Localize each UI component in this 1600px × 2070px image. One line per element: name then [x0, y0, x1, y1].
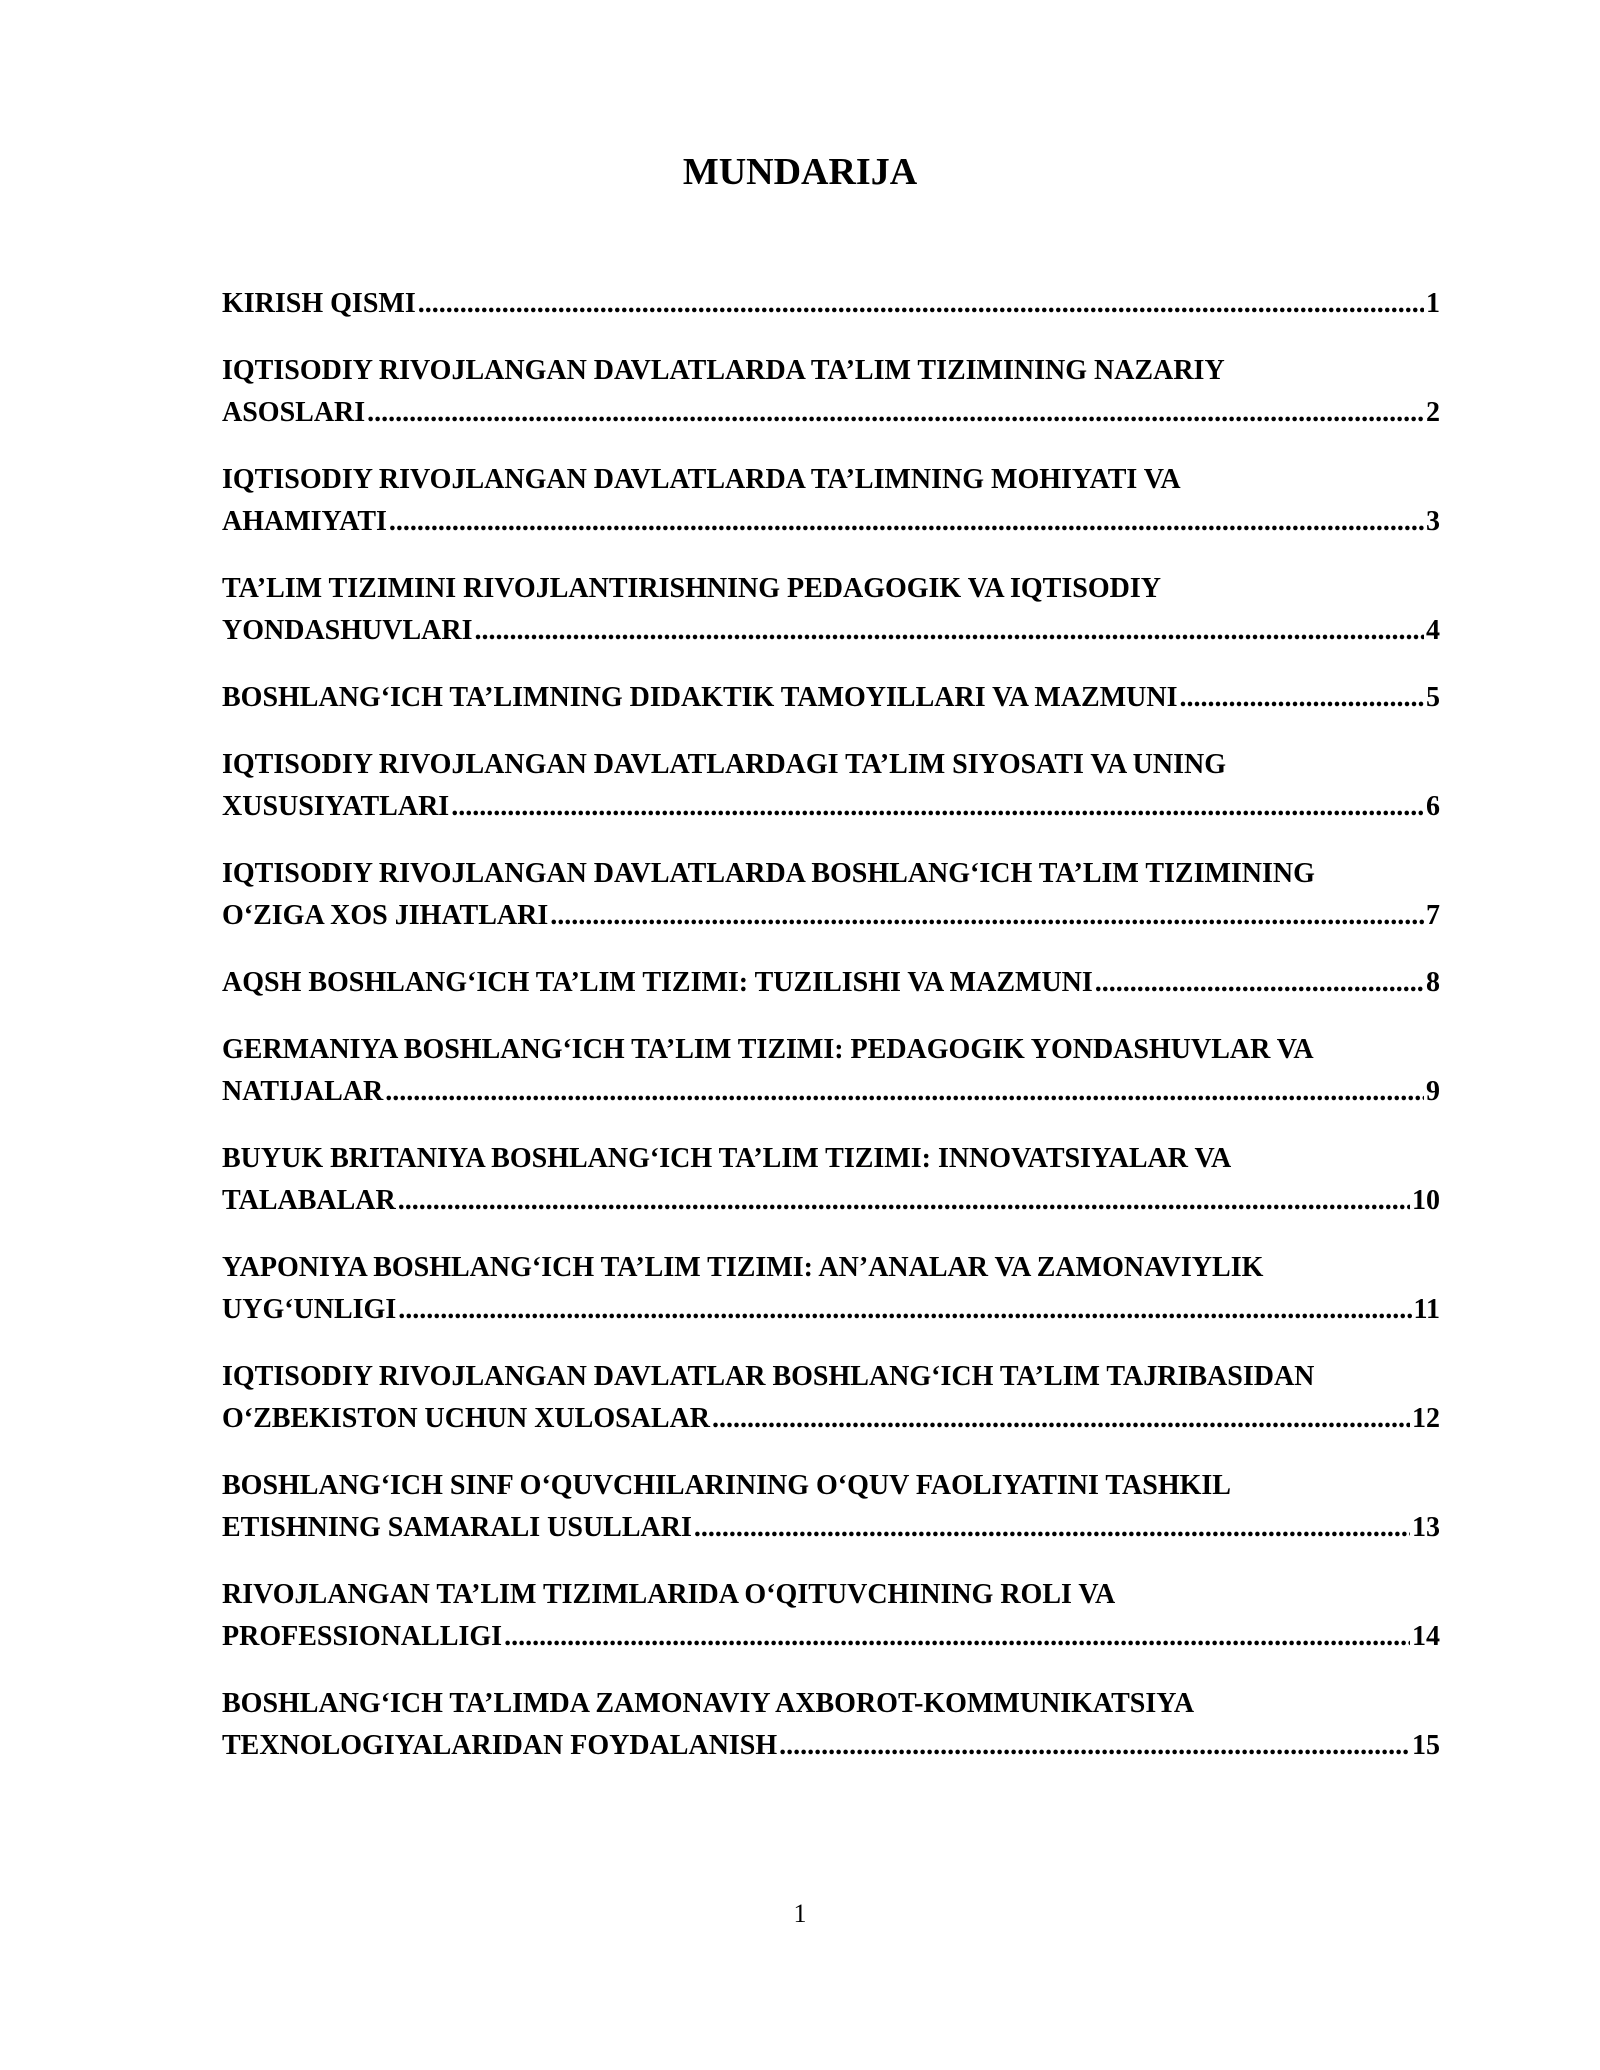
toc-entry-leader-line — [222, 1616, 1440, 1658]
toc-entry-leader-line — [222, 610, 1440, 652]
toc-entry-page-number: 4 — [1426, 615, 1440, 646]
toc-entry-leader-line — [222, 1180, 1440, 1222]
toc-entry-title-line1: BOSHLANG‘ICH TA’LIMDA ZAMONAVIY AXBOROT-KOMMUNIKATSIYA — [222, 1688, 1195, 1719]
toc-dot-leader — [504, 1616, 1410, 1658]
toc-entry-title-line1: IQTISODIY RIVOJLANGAN DAVLATLARDAGI TA’LIM SIYOSATI VA UNING — [222, 749, 1227, 780]
toc-entry-page-number: 9 — [1426, 1076, 1440, 1107]
toc-dot-leader — [367, 392, 1424, 434]
toc-entry-title-line2: O‘ZBEKISTON UCHUN XULOSALAR — [222, 1403, 711, 1434]
toc-entry-title-line2: XUSUSIYATLARI — [222, 791, 450, 822]
toc-entry-page-number: 10 — [1412, 1185, 1440, 1216]
toc-entry-page-number: 14 — [1412, 1621, 1440, 1652]
toc-entry[interactable] — [222, 962, 1455, 1004]
toc-entry-leader-line — [222, 392, 1440, 434]
toc-entry[interactable] — [222, 1138, 1455, 1222]
toc-entry-leader-line — [222, 501, 1440, 543]
toc-entry-leader-line — [222, 786, 1440, 828]
toc-entry-title-line2: BOSHLANG‘ICH TA’LIMNING DIDAKTIK TAMOYILLARI VA MAZMUNI — [222, 682, 1178, 713]
toc-entry-page-number: 7 — [1426, 900, 1440, 931]
toc-entry-leader-line — [222, 1507, 1440, 1549]
toc-entry-leader-line — [222, 1289, 1440, 1331]
toc-entry-title-line1: RIVOJLANGAN TA’LIM TIZIMLARIDA O‘QITUVCHINING ROLI VA — [222, 1579, 1116, 1610]
toc-entry-title-line1: IQTISODIY RIVOJLANGAN DAVLATLARDA BOSHLANG‘ICH TA’LIM TIZIMINING — [222, 858, 1315, 889]
toc-entry-title-line2: ASOSLARI — [222, 397, 366, 428]
page-number: 1 — [793, 1899, 807, 1928]
page-title: MUNDARIJA — [682, 151, 918, 193]
toc-entry[interactable] — [222, 459, 1455, 543]
toc-entry[interactable] — [222, 1574, 1455, 1658]
toc-entry-title-line1: YAPONIYA BOSHLANG‘ICH TA’LIM TIZIMI: AN’ANALAR VA ZAMONAVIYLIK — [222, 1252, 1264, 1283]
toc-entry-page-number: 5 — [1426, 682, 1440, 713]
toc-entry-title-line2: NATIJALAR — [222, 1076, 384, 1107]
toc-entry-title-line1: IQTISODIY RIVOJLANGAN DAVLATLARDA TA’LIMNING MOHIYATI VA — [222, 464, 1181, 495]
toc-entry[interactable] — [222, 283, 1455, 325]
toc-entry-leader-line — [222, 1071, 1440, 1113]
toc-entry-title-line2: KIRISH QISMI — [222, 288, 416, 319]
toc-entry-leader-line — [222, 962, 1440, 1004]
toc-entry-leader-line — [222, 1725, 1440, 1767]
toc-entry-title-line2: O‘ZIGA XOS JIHATLARI — [222, 900, 549, 931]
toc-dot-leader — [550, 895, 1424, 937]
toc-entry-leader-line — [222, 283, 1440, 325]
toc-dot-leader — [1180, 677, 1425, 719]
toc-entry[interactable] — [222, 744, 1455, 828]
toc-entry-page-number: 11 — [1413, 1294, 1440, 1325]
toc-entry[interactable] — [222, 1465, 1455, 1549]
toc-entry-page-number: 13 — [1412, 1512, 1440, 1543]
toc-dot-leader — [694, 1507, 1410, 1549]
toc-entry-title-line1: IQTISODIY RIVOJLANGAN DAVLATLARDA TA’LIM TIZIMINING NAZARIY — [222, 355, 1225, 386]
toc-entry-title-line2: TEXNOLOGIYALARIDAN FOYDALANISH — [222, 1730, 778, 1761]
toc-entry-page-number: 1 — [1426, 288, 1440, 319]
toc-dot-leader — [474, 610, 1424, 652]
toc-entry-title-line1: BOSHLANG‘ICH SINF O‘QUVCHILARINING O‘QUV FAOLIYATINI TASHKIL — [222, 1470, 1231, 1501]
toc-entry-page-number: 6 — [1426, 791, 1440, 822]
toc-entry-title-line1: IQTISODIY RIVOJLANGAN DAVLATLAR BOSHLANG‘ICH TA’LIM TAJRIBASIDAN — [222, 1361, 1315, 1392]
toc-entry-title-line2: PROFESSIONALLIGI — [222, 1621, 503, 1652]
toc-entry-leader-line — [222, 1398, 1440, 1440]
toc-entry-page-number: 3 — [1426, 506, 1440, 537]
toc-entry-page-number: 8 — [1426, 967, 1440, 998]
toc-entry-title-line2: UYG‘UNLIGI — [222, 1294, 397, 1325]
toc-entry-leader-line — [222, 677, 1440, 719]
toc-entry[interactable] — [222, 1356, 1455, 1440]
toc-entry[interactable] — [222, 677, 1455, 719]
toc-dot-leader — [398, 1289, 1411, 1331]
toc-entry[interactable] — [222, 568, 1455, 652]
toc-entry[interactable] — [222, 1029, 1455, 1113]
toc-entry-title-line2: TALABALAR — [222, 1185, 396, 1216]
toc-dot-leader — [418, 283, 1424, 325]
toc-entry[interactable] — [222, 1247, 1455, 1331]
toc-entry[interactable] — [222, 853, 1455, 937]
toc-dot-leader — [779, 1725, 1410, 1767]
toc-entry-page-number: 2 — [1426, 397, 1440, 428]
toc-entry[interactable] — [222, 350, 1455, 434]
toc-entry-title-line1: BUYUK BRITANIYA BOSHLANG‘ICH TA’LIM TIZIMI: INNOVATSIYALAR VA — [222, 1143, 1232, 1174]
toc-entry-title-line2: AHAMIYATI — [222, 506, 387, 537]
toc-entry-title-line2: ETISHNING SAMARALI USULLARI — [222, 1512, 692, 1543]
toc-dot-leader — [385, 1071, 1424, 1113]
toc-dot-leader — [398, 1180, 1410, 1222]
toc-entry-title-line1: TA’LIM TIZIMINI RIVOJLANTIRISHNING PEDAGOGIK VA IQTISODIY — [222, 573, 1161, 604]
toc-dot-leader — [1095, 962, 1424, 1004]
toc-entry-title-line2: AQSH BOSHLANG‘ICH TA’LIM TIZIMI: TUZILISHI VA MAZMUNI — [222, 967, 1093, 998]
toc-entry-title-line2: YONDASHUVLARI — [222, 615, 473, 646]
toc-entry-page-number: 15 — [1412, 1730, 1440, 1761]
toc-dot-leader — [451, 786, 1424, 828]
toc-dot-leader — [712, 1398, 1410, 1440]
table-of-contents — [222, 283, 1455, 1792]
toc-entry-title-line1: GERMANIYA BOSHLANG‘ICH TA’LIM TIZIMI: PEDAGOGIK YONDASHUVLAR VA — [222, 1034, 1314, 1065]
toc-entry-leader-line — [222, 895, 1440, 937]
toc-entry-page-number: 12 — [1412, 1403, 1440, 1434]
toc-entry[interactable] — [222, 1683, 1455, 1767]
toc-dot-leader — [389, 501, 1424, 543]
